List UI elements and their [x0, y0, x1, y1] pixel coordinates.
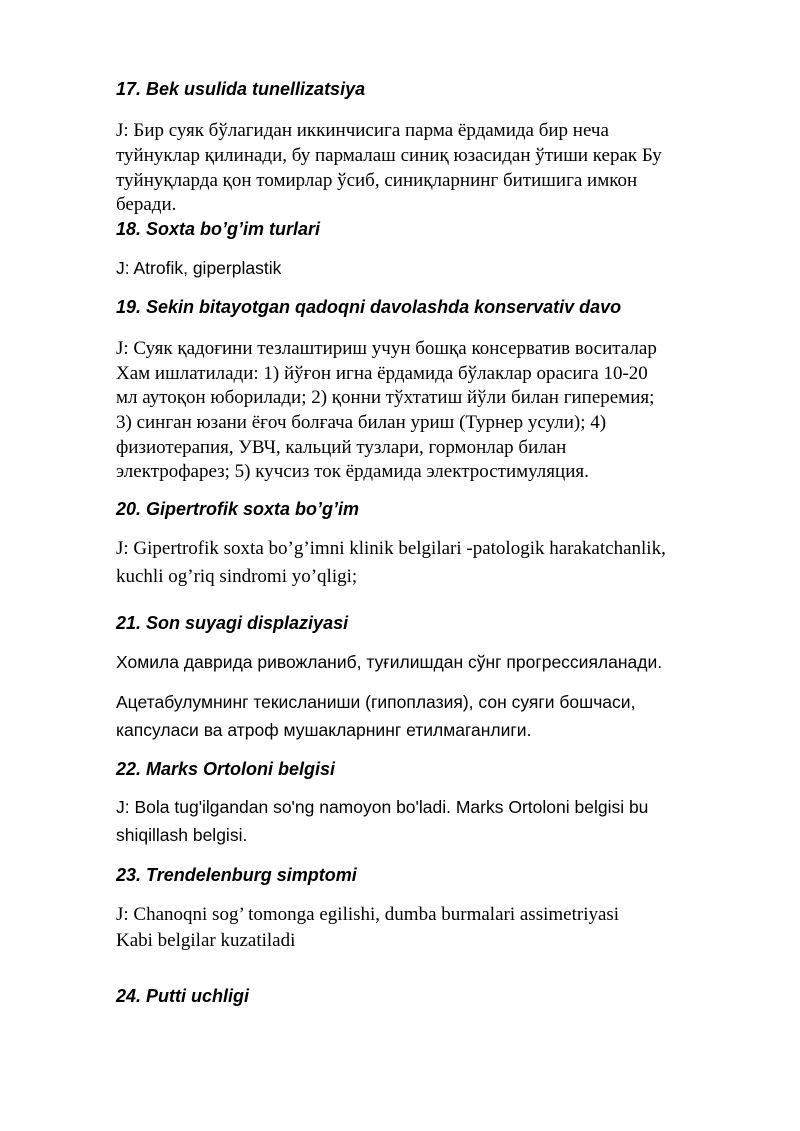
heading-23: 23. Trendelenburg simptomi [116, 865, 357, 885]
text-line: Ацетабулумнинг текисланиши (гипоплазия), сон суяги бошчаси, [116, 692, 636, 712]
text-line: Kabi belgilar kuzatiladi [116, 930, 296, 951]
text-line: мл аутоқон юборилади; 2) қонни тўхтатиш йўли билан гиперемия; [116, 387, 655, 408]
heading-20: 20. Gipertrofik soxta bo’g’im [116, 499, 360, 519]
heading-18: 18. Soxta bo’g’im turlari [116, 219, 321, 239]
text-line: shiqillash belgisi. [116, 825, 248, 845]
heading-19: 19. Sekin bitayotgan qadoqni davolashda konservativ davo [116, 297, 622, 317]
text-line: J: Chanoqni sog’ tomonga egilishi, dumba burmalari assimetriyasi [116, 904, 620, 925]
text-line: J: Gipertrofik soxta bo’g’imni klinik belgilari -patologik harakatchanlik, [116, 538, 666, 559]
text-line: J: Суяк қадоғини тезлаштириш учун бошқа консерватив воситалар [116, 338, 657, 359]
text-line: беради. [116, 194, 177, 215]
text-line: 3) синган юзани ёғоч болғача билан уриш (Турнер усули); 4) [116, 412, 607, 433]
text-line: J: Atrofik, giperplastik [116, 258, 282, 278]
heading-22: 22. Marks Ortoloni belgisi [116, 759, 336, 779]
heading-17: 17. Bek usulida tunellizatsiya [116, 79, 366, 99]
heading-24: 24. Putti uchligi [116, 986, 250, 1006]
text-line: туйнуклар қилинади, бу пармалаш синиқ юзасидан ўтиши керак Бу [116, 145, 662, 166]
text-line: физиотерапия, УВЧ, кальций тузлари, гормонлар билан [116, 437, 567, 458]
text-line: Хомила даврида ривожланиб, туғилишдан сўнг прогрессияланади. [116, 652, 663, 672]
text-line: капсуласи ва атроф мушакларнинг етилмаганлиги. [116, 720, 532, 740]
heading-21: 21. Son suyagi displaziyasi [116, 613, 349, 633]
text-line: J: Bola tug'ilgandan so'ng namoyon bo'ladi. Marks Ortoloni belgisi bu [116, 797, 649, 817]
text-line: J: Бир суяк бўлагидан иккинчисига парма ёрдамида бир неча [116, 120, 609, 141]
text-line: электрофарез; 5) кучсиз ток ёрдамида электростимуляция. [116, 461, 589, 482]
text-line: туйнуқларда қон томирлар ўсиб, синиқларнинг битишига имкон [116, 170, 638, 191]
text-line: Хам ишлатилади: 1) йўғон игна ёрдамида бўлаклар орасига 10-20 [116, 363, 648, 384]
text-line: kuchli og’riq sindromi yo’qligi; [116, 566, 358, 587]
